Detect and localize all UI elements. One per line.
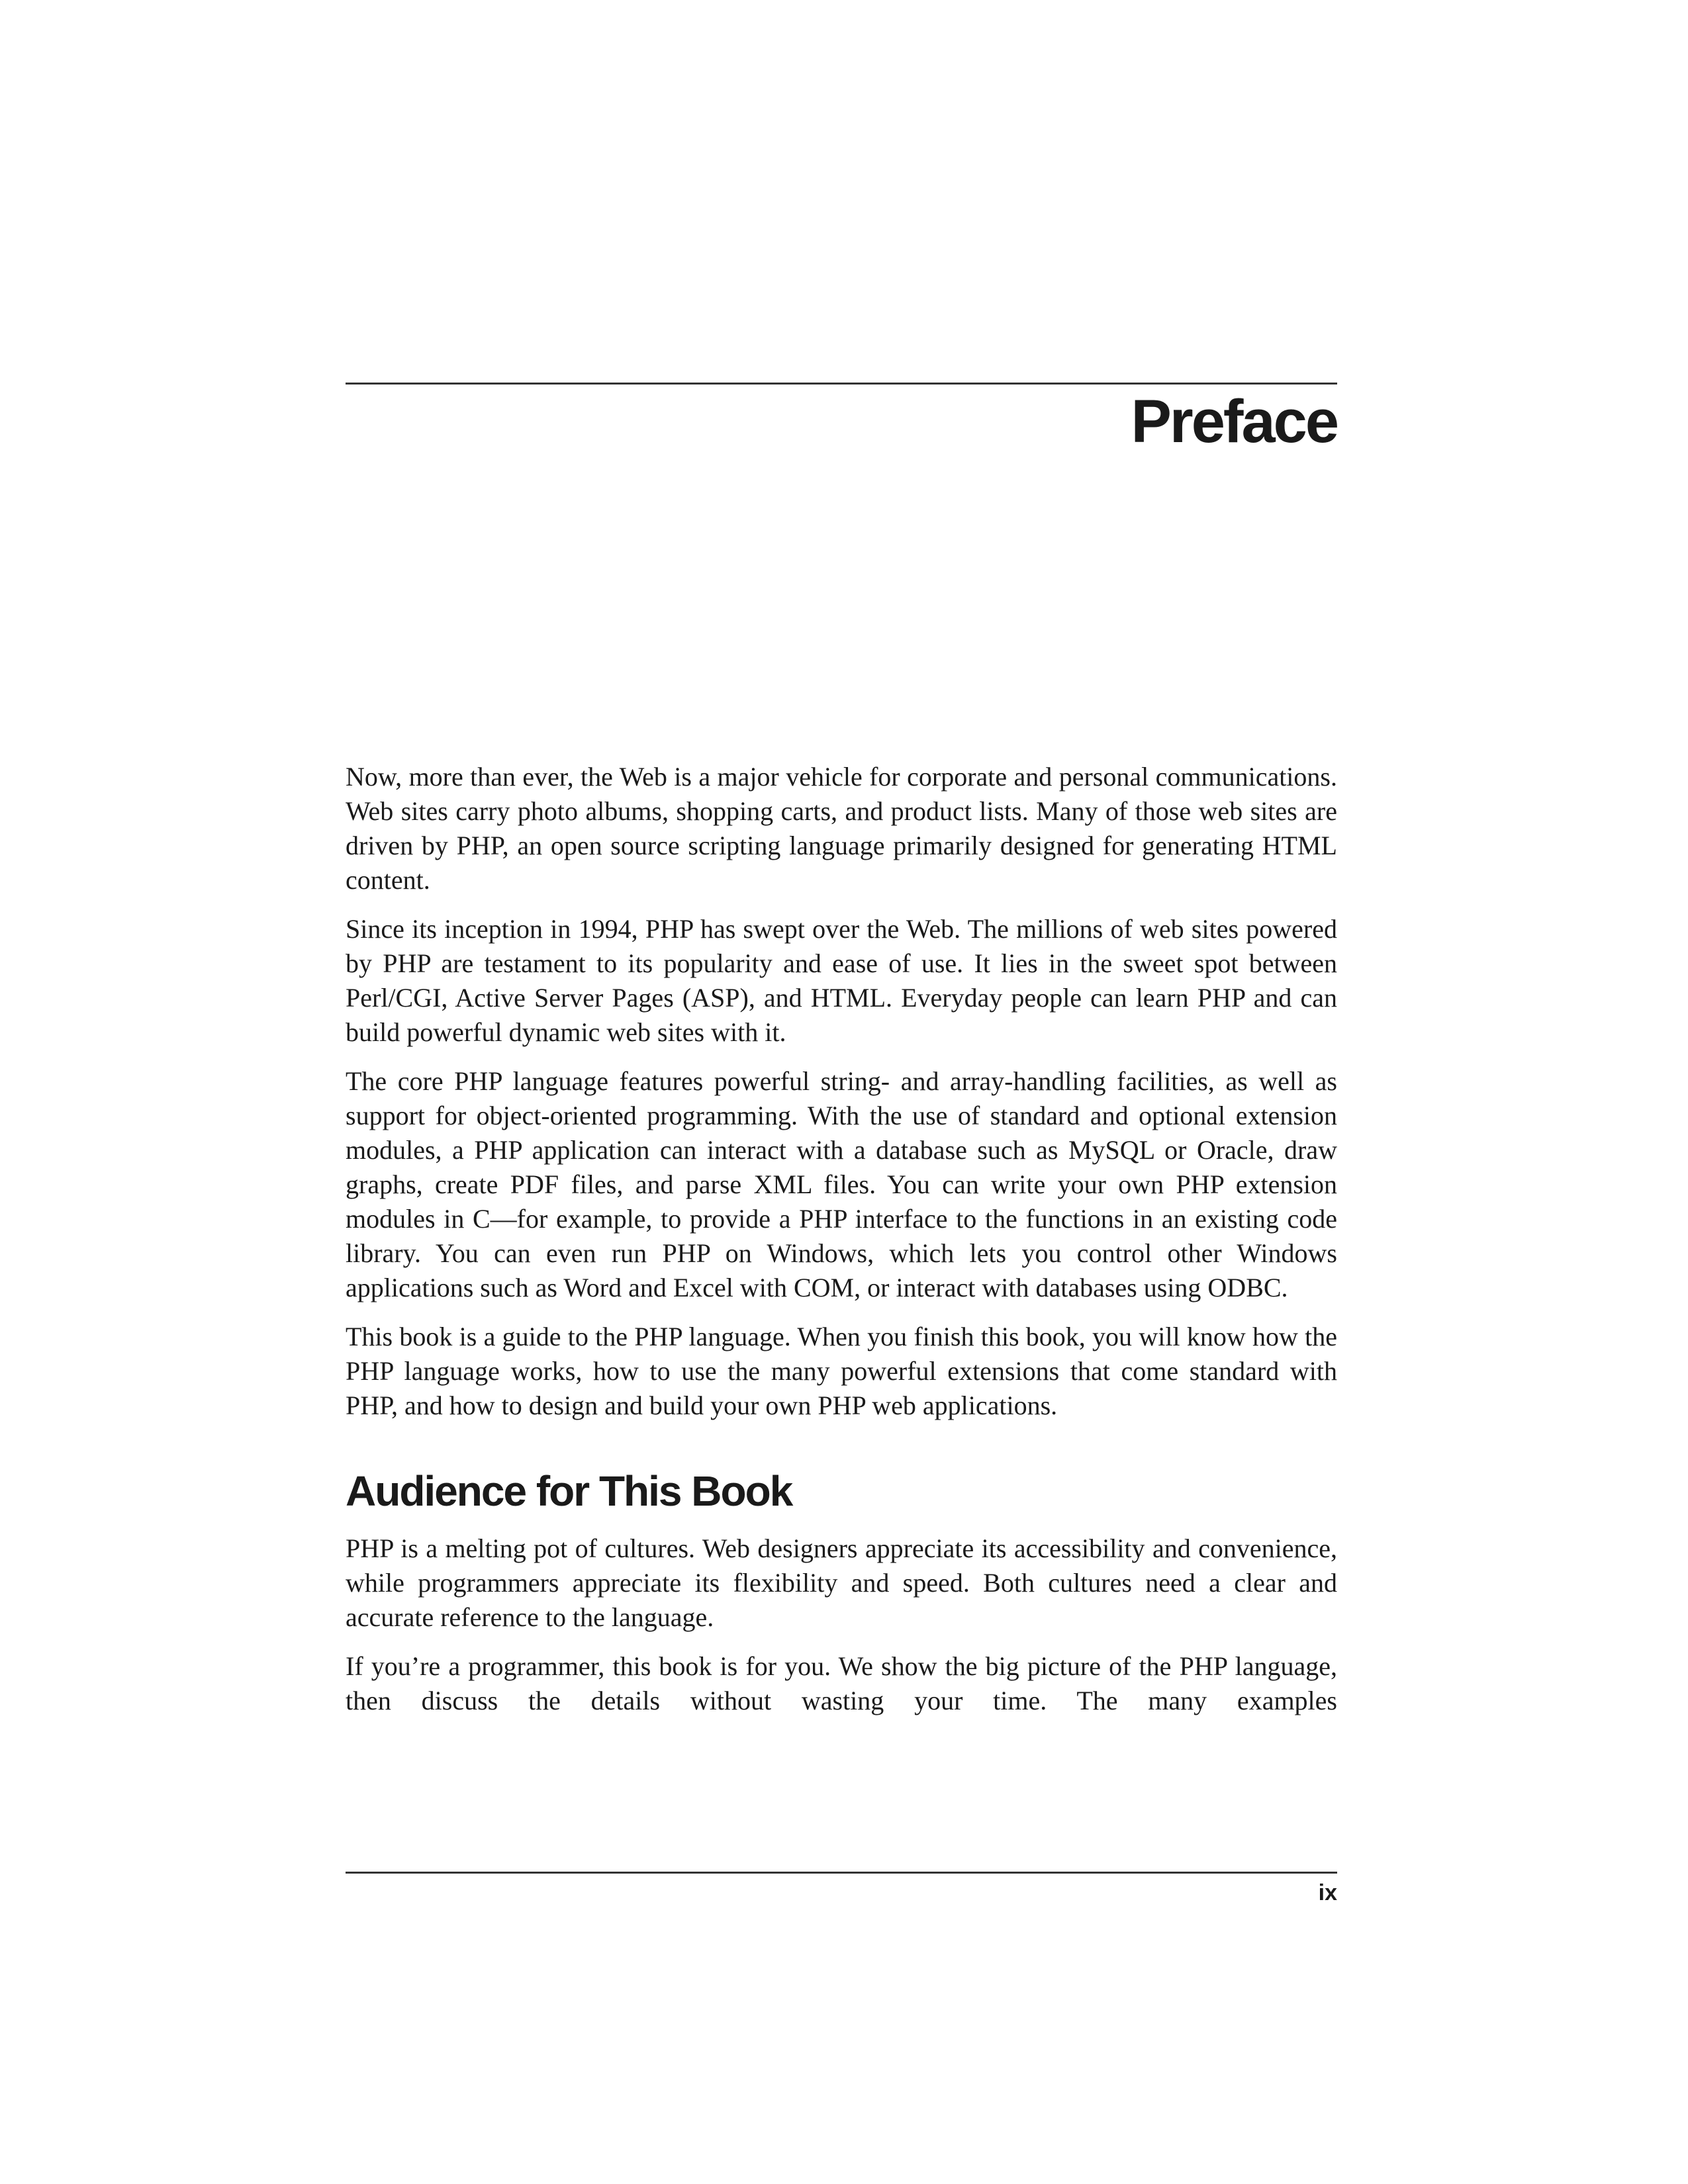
intro-paragraph-2: Since its inception in 1994, PHP has swept over the Web. The millions of web sites powered by PHP are testament to its popularity and ease of use. It lies in the sweet spot between Perl/CGI, Active Server Pages (ASP), and HTML. Everyday people can learn PHP and can build powerful dynamic web sites with it. [346, 914, 1337, 1047]
intro-paragraph-4: This book is a guide to the PHP language. When you finish this book, you will know how the PHP language works, how to use the many powerful extensions that come standard with PHP, and how to design and build your own PHP web applications. [346, 1322, 1337, 1420]
section-paragraph-1: PHP is a melting pot of cultures. Web designers appreciate its accessibility and convenience, while programmers appreciate its flexibility and speed. Both cultures need a clear and accurate reference to the language. [346, 1533, 1337, 1632]
chapter-title: Preface [1131, 388, 1337, 455]
footer-rule [346, 1872, 1337, 1874]
chapter-top-rule [346, 383, 1337, 385]
intro-paragraph-1: Now, more than ever, the Web is a major vehicle for corporate and personal communications. Web sites carry photo albums, shopping carts, and product lists. Many of those web sites are driven by PHP, an open source scripting language primarily designed for generating HTML content. [346, 762, 1337, 895]
body-text [346, 760, 1337, 1733]
section-paragraph-2: If you’re a programmer, this book is for you. We show the big picture of the PHP language, then discuss the details without wasting your time. The many examples [346, 1651, 1337, 1715]
page-number: ix [1318, 1880, 1337, 1905]
intro-paragraph-3: The core PHP language features powerful string- and array-handling facilities, as well as support for object-oriented programming. With the use of standard and optional extension modules, a PHP application can interact with a database such as MySQL or Oracle, draw graphs, create PDF files, and parse XML files. You can write your own PHP extension modules in C—for example, to provide a PHP interface to the functions in an existing code library. You can even run PHP on Windows, which lets you control other Windows applications such as Word and Excel with COM, or interact with databases using ODBC. [346, 1066, 1337, 1302]
section-heading: Audience for This Book [346, 1467, 792, 1515]
